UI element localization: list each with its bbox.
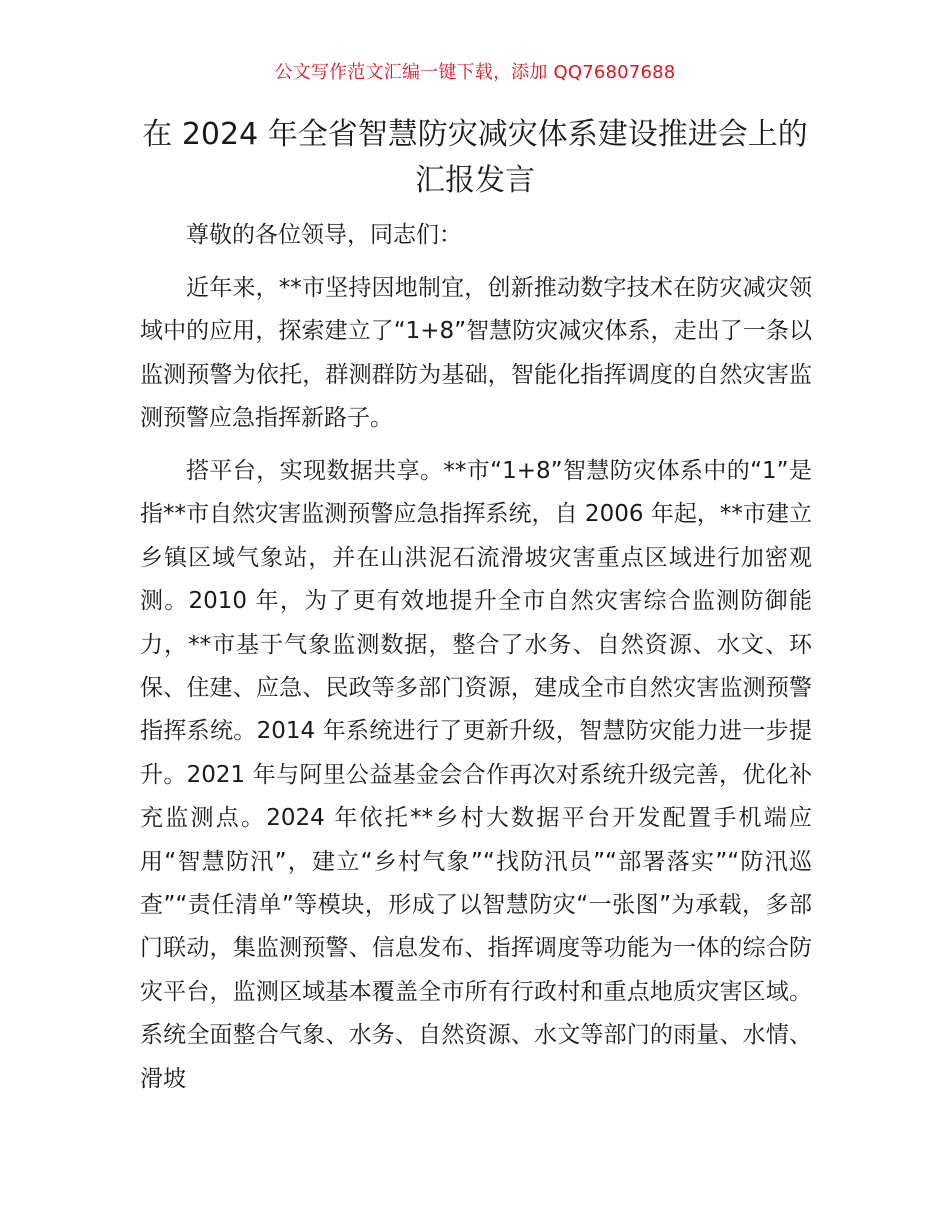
page-title: 在 2024 年全省智慧防灾减灾体系建设推进会上的汇报发言 — [142, 117, 808, 198]
salutation-text: 尊敬的各位领导，同志们： — [186, 222, 462, 248]
paragraph-1 — [140, 267, 812, 441]
paragraph-text: 搭平台，实现数据共享。**市“1+8”智慧防灾体系中的“1”是指**市自然灾害监测预警应急指挥系统，自 2006 年起，**市建立乡镇区域气象站，并在山洪泥石流滑坡灾害重点区域进行加密观测。2010 年，为了更有效地提升全市自然灾害综合监测防御能力，**市基于气象监测数据，整合了水务、自然资源、水文、环保、住建、应急、民政等多部门资源，建成全市自然灾害监测预警指挥系统。2014 年系统进行了更新升级，智慧防灾能力进一步提升。2021 年与阿里公益基金会合作再次对系统升级完善，优化补充监测点。2024 年依托**乡村大数据平台开发配置手机端应用“智慧防汛”，建立“乡村气象”“找防汛员”“部署落实”“防汛巡查”“责任清单”等模块，形成了以智慧防灾“一张图”为承载，多部门联动，集监测预警、信息发布、指挥调度等功能为一体的综合防灾平台，监测区域基本覆盖全市所有行政村和重点地质灾害区域。系统全面整合气象、水务、自然资源、水文等部门的雨量、水情、滑坡 — [140, 458, 812, 1092]
paragraph-2 — [140, 450, 812, 1101]
salutation — [140, 214, 812, 257]
header-ad-text[interactable]: 公文写作范文汇编一键下载，添加 QQ76807688 — [274, 62, 676, 83]
paragraph-text: 近年来，**市坚持因地制宜，创新推动数字技术在防灾减灾领域中的应用，探索建立了“1+8”智慧防灾减灾体系，走出了一条以监测预警为依托，群测群防为基础，智能化指挥调度的自然灾害监测预警应急指挥新路子。 — [140, 275, 812, 432]
